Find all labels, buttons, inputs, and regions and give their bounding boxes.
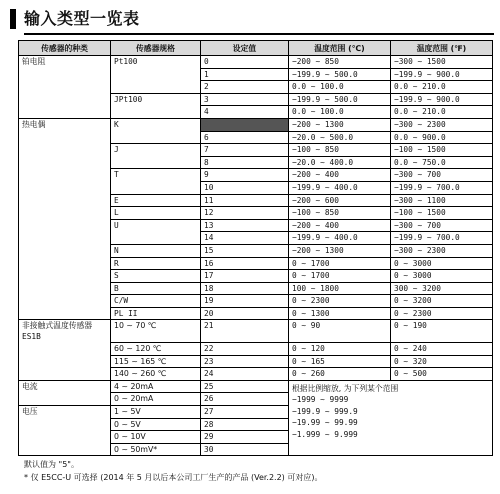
scaling-note-heading: 根据比例缩放, 为下列某个范围 — [292, 383, 399, 393]
cell-range-celsius: −200 ~ 600 — [289, 194, 391, 207]
cell-sensor-type — [19, 68, 111, 81]
cell-sensor-spec — [111, 232, 201, 245]
cell-range-fahrenheit: 0 ~ 240 — [391, 342, 493, 355]
cell-sensor-spec: 115 ~ 165 ℃ — [111, 355, 201, 368]
table-row — [19, 181, 493, 194]
cell-sensor-spec: 60 ~ 120 ℃ — [111, 342, 201, 355]
header-sensor-spec: 传感器规格 — [111, 41, 201, 56]
sensor-type-label: 热电偶 — [22, 119, 46, 129]
cell-range-fahrenheit: −300 ~ 700 — [391, 169, 493, 182]
cell-sensor-spec — [111, 181, 201, 194]
table-row — [19, 219, 493, 232]
cell-range-fahrenheit: −300 ~ 1500 — [391, 56, 493, 69]
scaling-range: −1.999 ~ 9.999 — [292, 429, 358, 439]
cell-sensor-spec: 1 ~ 5V — [111, 405, 201, 418]
cell-range-celsius: −100 ~ 850 — [289, 144, 391, 157]
cell-setting-value: 9 — [201, 169, 289, 182]
cell-sensor-spec: C/W — [111, 295, 201, 308]
header-setting-value: 设定值 — [201, 41, 289, 56]
cell-sensor-type — [19, 131, 111, 144]
table-row — [19, 207, 493, 220]
cell-range-fahrenheit: −100 ~ 1500 — [391, 207, 493, 220]
table-row — [19, 380, 493, 393]
table-row — [19, 307, 493, 320]
cell-sensor-type — [19, 118, 111, 131]
cell-range-fahrenheit: 0 ~ 500 — [391, 368, 493, 381]
cell-sensor-type — [19, 342, 111, 355]
cell-sensor-spec: 140 ~ 260 ℃ — [111, 368, 201, 381]
cell-range-celsius: −199.9 ~ 500.0 — [289, 93, 391, 106]
cell-sensor-spec: K — [111, 118, 201, 131]
cell-range-fahrenheit: 0.0 ~ 210.0 — [391, 106, 493, 119]
cell-range-celsius: 0.0 ~ 100.0 — [289, 106, 391, 119]
cell-setting-value: 25 — [201, 380, 289, 393]
cell-setting-value: 19 — [201, 295, 289, 308]
cell-sensor-spec: 0 ~ 20mA — [111, 393, 201, 406]
cell-setting-value: 24 — [201, 368, 289, 381]
cell-setting-value: 10 — [201, 181, 289, 194]
cell-sensor-type — [19, 156, 111, 169]
cell-range-celsius: −199.9 ~ 500.0 — [289, 68, 391, 81]
cell-range-celsius: −200 ~ 1300 — [289, 118, 391, 131]
header-sensor-type: 传感器的种类 — [19, 41, 111, 56]
cell-range-fahrenheit: −199.9 ~ 900.0 — [391, 68, 493, 81]
cell-setting-value: 17 — [201, 270, 289, 283]
cell-setting-value: 16 — [201, 257, 289, 270]
cell-setting-value: 12 — [201, 207, 289, 220]
cell-setting-value: 11 — [201, 194, 289, 207]
cell-sensor-type — [19, 431, 111, 444]
cell-sensor-type — [19, 380, 111, 393]
footnotes — [24, 458, 494, 484]
table-row — [19, 295, 493, 308]
cell-sensor-type — [19, 169, 111, 182]
cell-range-celsius: −20.0 ~ 500.0 — [289, 131, 391, 144]
cell-sensor-type — [19, 443, 111, 456]
table-row — [19, 355, 493, 368]
sensor-type-label: 电流 — [22, 381, 38, 391]
input-type-table — [18, 40, 493, 456]
header-range-fahrenheit: 温度范围 (℉) — [391, 41, 493, 56]
cell-setting-value: 21 — [201, 320, 289, 343]
cell-sensor-type — [19, 418, 111, 431]
cell-range-fahrenheit: −199.9 ~ 900.0 — [391, 93, 493, 106]
table-row — [19, 320, 493, 343]
cell-range-celsius: 100 ~ 1800 — [289, 282, 391, 295]
cell-sensor-spec: 4 ~ 20mA — [111, 380, 201, 393]
cell-range-fahrenheit: 0.0 ~ 750.0 — [391, 156, 493, 169]
table-row — [19, 194, 493, 207]
cell-range-celsius: −199.9 ~ 400.0 — [289, 232, 391, 245]
cell-sensor-spec: JPt100 — [111, 93, 201, 106]
cell-sensor-spec: 0 ~ 5V — [111, 418, 201, 431]
sensor-type-label: 电压 — [22, 406, 38, 416]
cell-range-fahrenheit: −300 ~ 2300 — [391, 244, 493, 257]
cell-sensor-spec — [111, 81, 201, 94]
cell-range-fahrenheit: −199.9 ~ 700.0 — [391, 181, 493, 194]
cell-range-fahrenheit: −199.9 ~ 700.0 — [391, 232, 493, 245]
cell-range-celsius: 0 ~ 2300 — [289, 295, 391, 308]
cell-sensor-spec — [111, 131, 201, 144]
table-row — [19, 232, 493, 245]
table-row — [19, 342, 493, 355]
cell-sensor-spec: S — [111, 270, 201, 283]
cell-sensor-type — [19, 232, 111, 245]
cell-setting-value: 0 — [201, 56, 289, 69]
cell-sensor-spec: J — [111, 144, 201, 157]
cell-setting-value: 23 — [201, 355, 289, 368]
cell-sensor-type — [19, 307, 111, 320]
cell-range-fahrenheit: −300 ~ 700 — [391, 219, 493, 232]
table-row — [19, 270, 493, 283]
cell-sensor-type — [19, 393, 111, 406]
cell-sensor-type — [19, 106, 111, 119]
cell-sensor-spec — [111, 106, 201, 119]
footnote-default: 默认值为 "5"。 — [24, 460, 79, 469]
cell-sensor-spec: 0 ~ 10V — [111, 431, 201, 444]
title-marker — [10, 9, 16, 29]
cell-sensor-type — [19, 181, 111, 194]
cell-range-celsius: −200 ~ 850 — [289, 56, 391, 69]
table-row — [19, 368, 493, 381]
cell-range-celsius: −200 ~ 400 — [289, 169, 391, 182]
cell-range-celsius: 0 ~ 1700 — [289, 257, 391, 270]
cell-sensor-type — [19, 270, 111, 283]
cell-range-celsius: 0 ~ 120 — [289, 342, 391, 355]
table-row — [19, 68, 493, 81]
cell-sensor-spec — [111, 68, 201, 81]
cell-setting-value: 20 — [201, 307, 289, 320]
cell-sensor-type — [19, 81, 111, 94]
cell-range-celsius: 0.0 ~ 100.0 — [289, 81, 391, 94]
cell-range-fahrenheit: 0 ~ 3000 — [391, 257, 493, 270]
sensor-type-label: 非接触式温度传感器 — [22, 321, 93, 331]
cell-range-fahrenheit: 0.0 ~ 210.0 — [391, 81, 493, 94]
cell-range-fahrenheit: 0 ~ 190 — [391, 320, 493, 343]
title-block — [6, 6, 494, 34]
cell-setting-value: 6 — [201, 131, 289, 144]
sensor-type-model: ES1B — [22, 332, 41, 342]
cell-range-celsius: −20.0 ~ 400.0 — [289, 156, 391, 169]
title-underline — [24, 33, 494, 35]
cell-range-fahrenheit: 0 ~ 3200 — [391, 295, 493, 308]
table-row — [19, 257, 493, 270]
cell-sensor-type — [19, 355, 111, 368]
scaling-range: −19.99 ~ 99.99 — [292, 418, 358, 428]
cell-sensor-type — [19, 320, 111, 343]
cell-sensor-type — [19, 405, 111, 418]
cell-range-fahrenheit: 0 ~ 3000 — [391, 270, 493, 283]
cell-range-celsius: −199.9 ~ 400.0 — [289, 181, 391, 194]
footnote-asterisk: * 仅 E5CC-U 可选择 (2014 年 5 月以后本公司工厂生产的产品 (Ver.2.2) 可对应)。 — [24, 473, 323, 482]
cell-setting-value: 18 — [201, 282, 289, 295]
page-title: 输入类型一览表 — [24, 9, 140, 28]
table-header-row — [19, 41, 493, 56]
cell-sensor-spec: 0 ~ 50mV* — [111, 443, 201, 456]
table-row — [19, 56, 493, 69]
cell-sensor-type — [19, 244, 111, 257]
sensor-type-label: 铂电阻 — [22, 57, 46, 66]
cell-setting-value: 26 — [201, 393, 289, 406]
cell-range-celsius: −100 ~ 850 — [289, 207, 391, 220]
cell-range-celsius: −200 ~ 1300 — [289, 244, 391, 257]
cell-range-fahrenheit: 300 ~ 3200 — [391, 282, 493, 295]
header-range-celsius: 温度范围 (℃) — [289, 41, 391, 56]
cell-setting-value: 29 — [201, 431, 289, 444]
scaling-range: −1999 ~ 9999 — [292, 395, 349, 405]
cell-sensor-spec: Pt100 — [111, 56, 201, 69]
cell-sensor-type — [19, 207, 111, 220]
cell-sensor-spec: B — [111, 282, 201, 295]
cell-setting-value: 30 — [201, 443, 289, 456]
table-row — [19, 118, 493, 131]
cell-sensor-type — [19, 56, 111, 69]
cell-setting-value: 15 — [201, 244, 289, 257]
table-row — [19, 156, 493, 169]
cell-sensor-spec: L — [111, 207, 201, 220]
table-body — [19, 56, 493, 456]
cell-setting-value: 28 — [201, 418, 289, 431]
cell-setting-value-default: 5 — [201, 118, 289, 131]
cell-range-fahrenheit: −100 ~ 1500 — [391, 144, 493, 157]
cell-range-celsius: 0 ~ 165 — [289, 355, 391, 368]
cell-setting-value: 22 — [201, 342, 289, 355]
table-row — [19, 169, 493, 182]
cell-range-fahrenheit: 0 ~ 2300 — [391, 307, 493, 320]
cell-range-fahrenheit: −300 ~ 2300 — [391, 118, 493, 131]
cell-sensor-type — [19, 219, 111, 232]
cell-setting-value: 3 — [201, 93, 289, 106]
cell-sensor-spec: U — [111, 219, 201, 232]
cell-sensor-spec: E — [111, 194, 201, 207]
cell-sensor-type — [19, 368, 111, 381]
table-row — [19, 144, 493, 157]
cell-setting-value: 1 — [201, 68, 289, 81]
cell-range-fahrenheit: 0 ~ 320 — [391, 355, 493, 368]
cell-setting-value: 14 — [201, 232, 289, 245]
cell-range-celsius: −200 ~ 400 — [289, 219, 391, 232]
cell-setting-value: 8 — [201, 156, 289, 169]
cell-sensor-type — [19, 282, 111, 295]
cell-sensor-spec — [111, 156, 201, 169]
cell-setting-value: 13 — [201, 219, 289, 232]
cell-sensor-spec: PL II — [111, 307, 201, 320]
cell-sensor-type — [19, 93, 111, 106]
cell-sensor-type — [19, 144, 111, 157]
cell-range-celsius: 0 ~ 260 — [289, 368, 391, 381]
table-row — [19, 106, 493, 119]
table-row — [19, 244, 493, 257]
cell-setting-value: 4 — [201, 106, 289, 119]
table-row — [19, 93, 493, 106]
cell-sensor-type — [19, 194, 111, 207]
scaling-range: −199.9 ~ 999.9 — [292, 406, 358, 416]
table-row — [19, 81, 493, 94]
cell-setting-value: 27 — [201, 405, 289, 418]
table-row — [19, 282, 493, 295]
cell-sensor-type — [19, 295, 111, 308]
cell-sensor-type — [19, 257, 111, 270]
cell-sensor-spec: R — [111, 257, 201, 270]
cell-setting-value: 2 — [201, 81, 289, 94]
cell-sensor-spec: 10 ~ 70 ℃ — [111, 320, 201, 343]
cell-scaling-note — [289, 380, 493, 456]
cell-sensor-spec: N — [111, 244, 201, 257]
table-row — [19, 131, 493, 144]
cell-range-celsius: 0 ~ 1700 — [289, 270, 391, 283]
cell-range-fahrenheit: 0.0 ~ 900.0 — [391, 131, 493, 144]
cell-range-celsius: 0 ~ 90 — [289, 320, 391, 343]
cell-setting-value: 7 — [201, 144, 289, 157]
cell-sensor-spec: T — [111, 169, 201, 182]
cell-range-celsius: 0 ~ 1300 — [289, 307, 391, 320]
cell-range-fahrenheit: −300 ~ 1100 — [391, 194, 493, 207]
